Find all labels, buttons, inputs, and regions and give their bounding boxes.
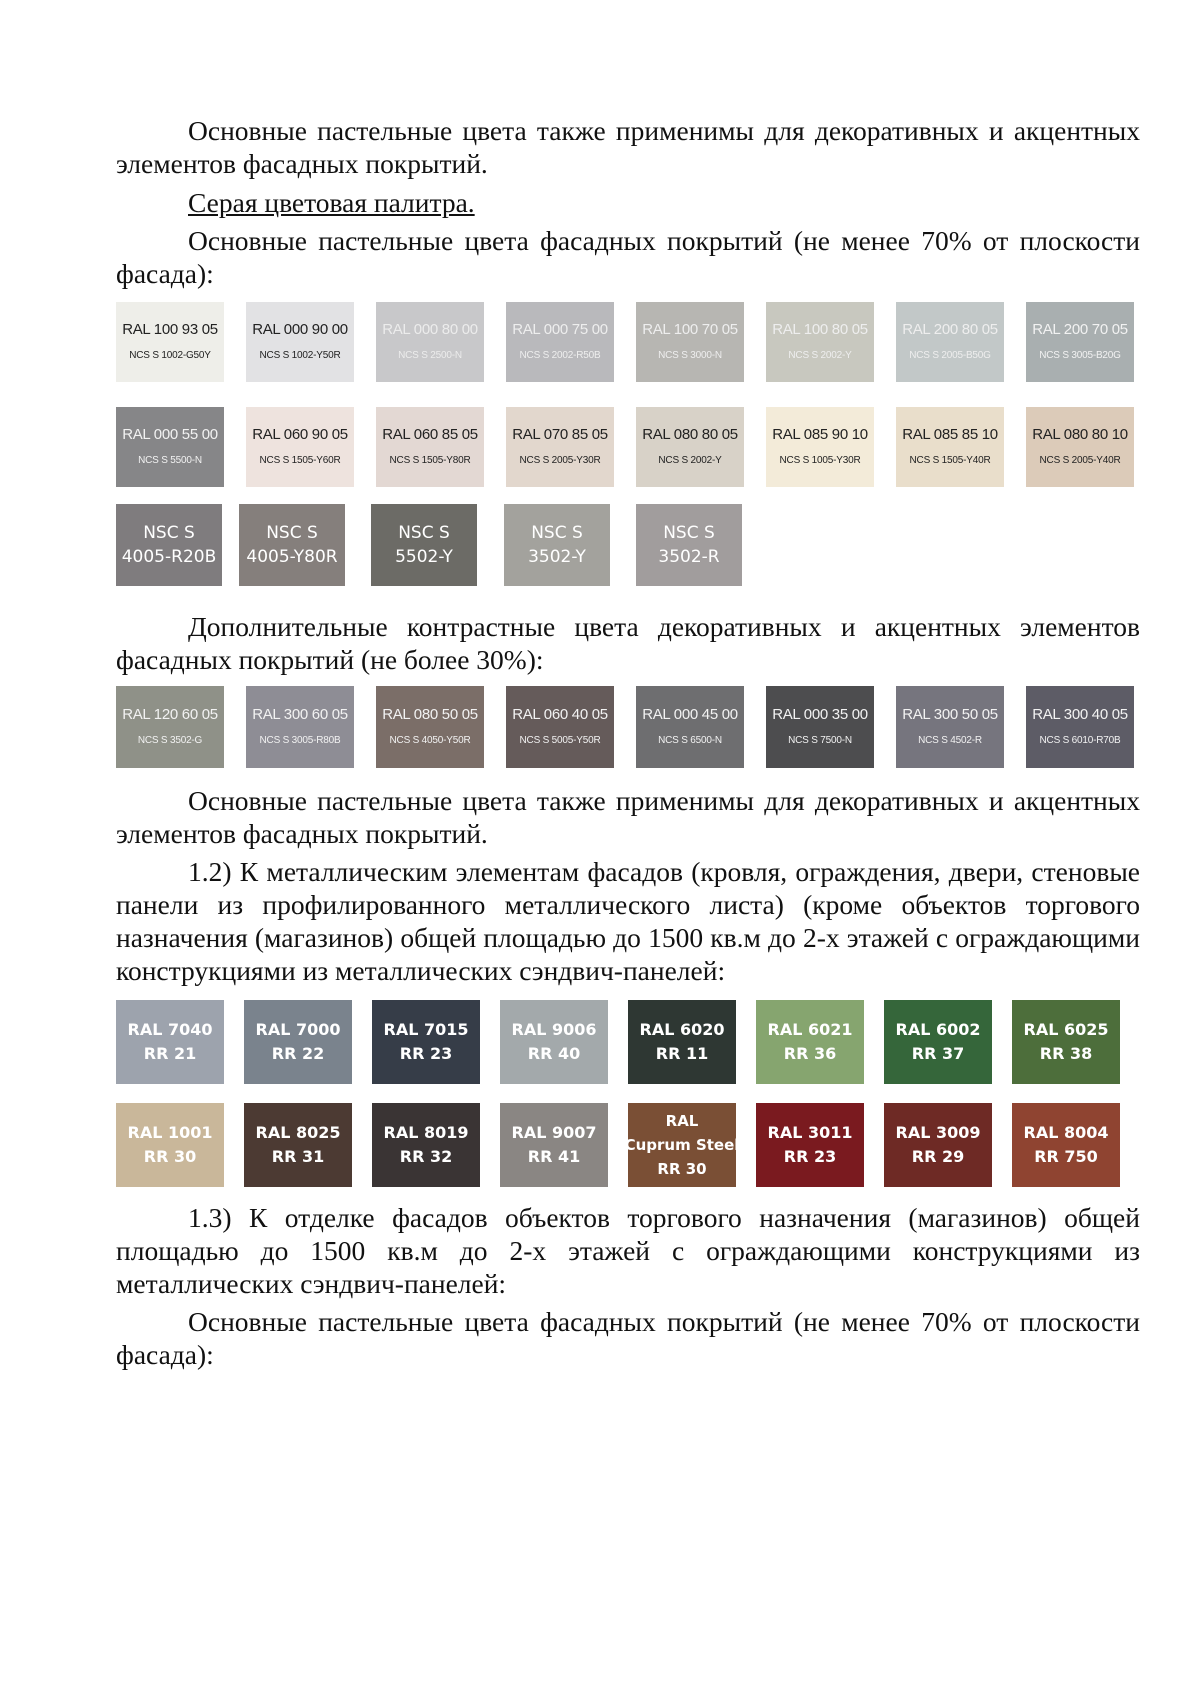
ral-code: RAL 060 90 05 xyxy=(252,426,348,443)
paragraph-main-pastel xyxy=(116,224,1140,290)
contrast-swatch xyxy=(636,686,744,768)
rr-code: RR 22 xyxy=(271,1044,325,1063)
ral-code: RAL 100 80 05 xyxy=(772,321,868,338)
ncs-code: NCS S 6010-R70B xyxy=(1039,735,1121,746)
nsc-label: NSC S xyxy=(143,523,195,543)
metal-swatch xyxy=(116,1103,224,1187)
paragraph-text: 1.3) К отделке фасадов объектов торгового назначения (магазинов) общей площадью до 1500 кв.м до 2-х этажей с ограждающими конструкциями из металлических сэндвич-панелей: xyxy=(116,1202,1140,1299)
ral-code: RAL 7000 xyxy=(255,1020,341,1039)
rr-code: RR 23 xyxy=(783,1147,837,1166)
ral-code: RAL 8019 xyxy=(383,1123,469,1142)
ncs-code: NCS S 2002-Y xyxy=(658,455,722,466)
ral-code: RAL 300 40 05 xyxy=(1032,706,1128,723)
contrast-swatch xyxy=(376,686,484,768)
nsc-swatch xyxy=(636,504,742,586)
metal-swatch xyxy=(500,1000,608,1084)
ral-code: RAL 300 60 05 xyxy=(252,706,348,723)
color-swatch xyxy=(116,407,224,487)
metal-swatch xyxy=(756,1000,864,1084)
rr-code: RR 30 xyxy=(657,1160,707,1178)
metal-swatch xyxy=(116,1000,224,1084)
metal-swatch xyxy=(756,1103,864,1187)
ral-code: RAL 100 70 05 xyxy=(642,321,738,338)
ral-code: RAL 100 93 05 xyxy=(122,321,218,338)
ral-code: RAL 300 50 05 xyxy=(902,706,998,723)
ncs-code: NCS S 7500-N xyxy=(788,735,852,746)
paragraph-text: 1.2) К металлическим элементам фасадов (кровля, ограждения, двери, стеновые панели из профилированного металлического листа) (кроме объектов торгового назначения (магазинов) общей площадью до 1500 кв.м до 2-х этажей с ограждающими конструкциями из металлических сэндвич-панелей: xyxy=(116,856,1140,986)
rr-code: RR 11 xyxy=(655,1044,709,1063)
metal-swatch xyxy=(1012,1103,1120,1187)
ral-code: RAL 7015 xyxy=(383,1020,469,1039)
contrast-swatch xyxy=(766,686,874,768)
color-swatch xyxy=(1026,407,1134,487)
ncs-code: NCS S 2500-N xyxy=(398,350,462,361)
ral-code: RAL 7040 xyxy=(127,1020,213,1039)
metal-swatch xyxy=(884,1103,992,1187)
paragraph-text: Дополнительные контрастные цвета декоративных и акцентных элементов фасадных покрытий (не более 30%): xyxy=(116,611,1140,675)
paragraph-text: Основные пастельные цвета также применимы для декоративных и акцентных элементов фасадных покрытий. xyxy=(116,785,1140,849)
ral-code: RAL 8025 xyxy=(255,1123,341,1142)
nsc-code: 4005-Y80R xyxy=(246,547,338,567)
ncs-code: NCS S 2002-R50B xyxy=(519,350,601,361)
nsc-label: NSC S xyxy=(663,523,715,543)
ral-code: RAL 3011 xyxy=(767,1123,853,1142)
ral-code: RAL 060 40 05 xyxy=(512,706,608,723)
ncs-code: NCS S 1505-Y80R xyxy=(389,455,471,466)
paragraph-text: Основные пастельные цвета фасадных покрытий (не менее 70% от плоскости фасада): xyxy=(116,225,1140,289)
paragraph-trade-objects xyxy=(116,1201,1140,1300)
color-swatch xyxy=(636,407,744,487)
ral-code: RAL 120 60 05 xyxy=(122,706,218,723)
paragraph-contrast-colors xyxy=(116,610,1140,676)
ncs-code: NCS S 3005-R80B xyxy=(259,735,341,746)
paragraph-text: Основные пастельные цвета фасадных покрытий (не менее 70% от плоскости фасада): xyxy=(116,1306,1140,1370)
contrast-swatch xyxy=(1026,686,1134,768)
metal-swatch xyxy=(500,1103,608,1187)
contrast-swatch xyxy=(506,686,614,768)
color-swatch xyxy=(246,407,354,487)
nsc-label: NSC S xyxy=(398,523,450,543)
metal-swatch xyxy=(628,1000,736,1084)
ral-code: RAL 080 80 10 xyxy=(1032,426,1128,443)
nsc-swatch xyxy=(239,504,345,586)
ncs-code: NCS S 5005-Y50R xyxy=(519,735,601,746)
nsc-code: 4005-R20B xyxy=(121,547,217,567)
ral-code: RAL 6021 xyxy=(767,1020,853,1039)
ncs-code: NCS S 5500-N xyxy=(138,455,202,466)
contrast-swatch xyxy=(896,686,1004,768)
rr-code: RR 31 xyxy=(271,1147,325,1166)
rr-code: RR 30 xyxy=(143,1147,197,1166)
ncs-code: NCS S 1002-Y50R xyxy=(259,350,341,361)
ral-code: RAL 070 85 05 xyxy=(512,426,608,443)
ral-code: RAL 6020 xyxy=(639,1020,725,1039)
ral-code: RAL 200 80 05 xyxy=(902,321,998,338)
color-swatch xyxy=(896,407,1004,487)
ncs-code: NCS S 2002-Y xyxy=(788,350,852,361)
color-swatch xyxy=(766,302,874,382)
ncs-code: NCS S 2005-Y40R xyxy=(1039,455,1121,466)
rr-code: RR 36 xyxy=(783,1044,837,1063)
nsc-swatch xyxy=(371,504,477,586)
rr-code: RR 29 xyxy=(911,1147,965,1166)
ral-code: RAL 085 85 10 xyxy=(902,426,998,443)
ral-code: Cuprum Steel xyxy=(624,1136,740,1154)
color-swatch xyxy=(896,302,1004,382)
nsc-code: 3502-R xyxy=(658,547,720,567)
metal-swatch xyxy=(372,1103,480,1187)
rr-code: RR 41 xyxy=(527,1147,581,1166)
ral-code: RAL 080 80 05 xyxy=(642,426,738,443)
ncs-code: NCS S 3000-N xyxy=(658,350,722,361)
rr-code: RR 750 xyxy=(1034,1147,1098,1166)
rr-code: RR 37 xyxy=(911,1044,965,1063)
ral-code: RAL 060 85 05 xyxy=(382,426,478,443)
metal-swatch xyxy=(244,1103,352,1187)
color-swatch xyxy=(766,407,874,487)
ral-code: RAL 6002 xyxy=(895,1020,981,1039)
ral-code: RAL 000 75 00 xyxy=(512,321,608,338)
nsc-code: 3502-Y xyxy=(528,547,586,567)
contrast-swatch xyxy=(116,686,224,768)
color-swatch xyxy=(636,302,744,382)
ncs-code: NCS S 1002-G50Y xyxy=(129,350,211,361)
rr-code: RR 23 xyxy=(399,1044,453,1063)
ral-code: RAL 000 80 00 xyxy=(382,321,478,338)
ncs-code: NCS S 3502-G xyxy=(137,735,203,746)
rr-code: RR 21 xyxy=(143,1044,197,1063)
nsc-swatch xyxy=(504,504,610,586)
ncs-code: NCS S 2005-Y30R xyxy=(519,455,601,466)
ral-code: RAL 000 90 00 xyxy=(252,321,348,338)
ncs-code: NCS S 4050-Y50R xyxy=(389,735,471,746)
rr-code: RR 40 xyxy=(527,1044,581,1063)
metal-swatch xyxy=(624,1103,740,1187)
metal-swatch xyxy=(1012,1000,1120,1084)
color-swatch xyxy=(506,407,614,487)
ncs-code: NCS S 2005-B50G xyxy=(909,350,991,361)
ral-code: RAL 200 70 05 xyxy=(1032,321,1128,338)
ral-code: RAL 085 90 10 xyxy=(772,426,868,443)
ncs-code: NCS S 6500-N xyxy=(658,735,722,746)
paragraph-main-pastel-2 xyxy=(116,1305,1140,1371)
ral-code: RAL 9006 xyxy=(511,1020,597,1039)
ral-code: RAL 080 50 05 xyxy=(382,706,478,723)
ncs-code: NCS S 3005-B20G xyxy=(1039,350,1121,361)
rr-code: RR 38 xyxy=(1039,1044,1093,1063)
rr-code: RR 32 xyxy=(399,1147,453,1166)
ral-code: RAL 8004 xyxy=(1023,1123,1109,1142)
metal-swatch xyxy=(372,1000,480,1084)
ral-code: RAL 3009 xyxy=(895,1123,981,1142)
color-swatch xyxy=(246,302,354,382)
ral-code: RAL 1001 xyxy=(127,1123,213,1142)
nsc-swatch xyxy=(116,504,222,586)
paragraph-pastel-applicable xyxy=(116,114,1140,180)
section-heading-gray-palette xyxy=(116,186,1140,219)
color-swatch xyxy=(376,302,484,382)
paragraph-pastel-applicable-2 xyxy=(116,784,1140,850)
ncs-code: NCS S 1005-Y30R xyxy=(779,455,861,466)
ral-code: RAL 000 55 00 xyxy=(122,426,218,443)
ral-code: RAL 000 45 00 xyxy=(642,706,738,723)
color-swatch xyxy=(116,302,224,382)
heading-text: Серая цветовая палитра. xyxy=(188,187,475,218)
ral-code: RAL 9007 xyxy=(511,1123,597,1142)
color-swatch xyxy=(506,302,614,382)
metal-swatch xyxy=(884,1000,992,1084)
ncs-code: NCS S 1505-Y60R xyxy=(259,455,341,466)
color-swatch xyxy=(1026,302,1134,382)
paragraph-metal-elements xyxy=(116,855,1140,987)
contrast-swatch xyxy=(246,686,354,768)
paragraph-text: Основные пастельные цвета также применимы для декоративных и акцентных элементов фасадных покрытий. xyxy=(116,115,1140,179)
ncs-code: NCS S 4502-R xyxy=(918,735,982,746)
color-swatch xyxy=(376,407,484,487)
nsc-label: NSC S xyxy=(266,523,318,543)
nsc-label: NSC S xyxy=(531,523,583,543)
ral-code: RAL 000 35 00 xyxy=(772,706,868,723)
ncs-code: NCS S 1505-Y40R xyxy=(909,455,991,466)
metal-swatch xyxy=(244,1000,352,1084)
ral-code: RAL 6025 xyxy=(1023,1020,1109,1039)
nsc-code: 5502-Y xyxy=(395,547,453,567)
ral-label: RAL xyxy=(665,1112,699,1130)
